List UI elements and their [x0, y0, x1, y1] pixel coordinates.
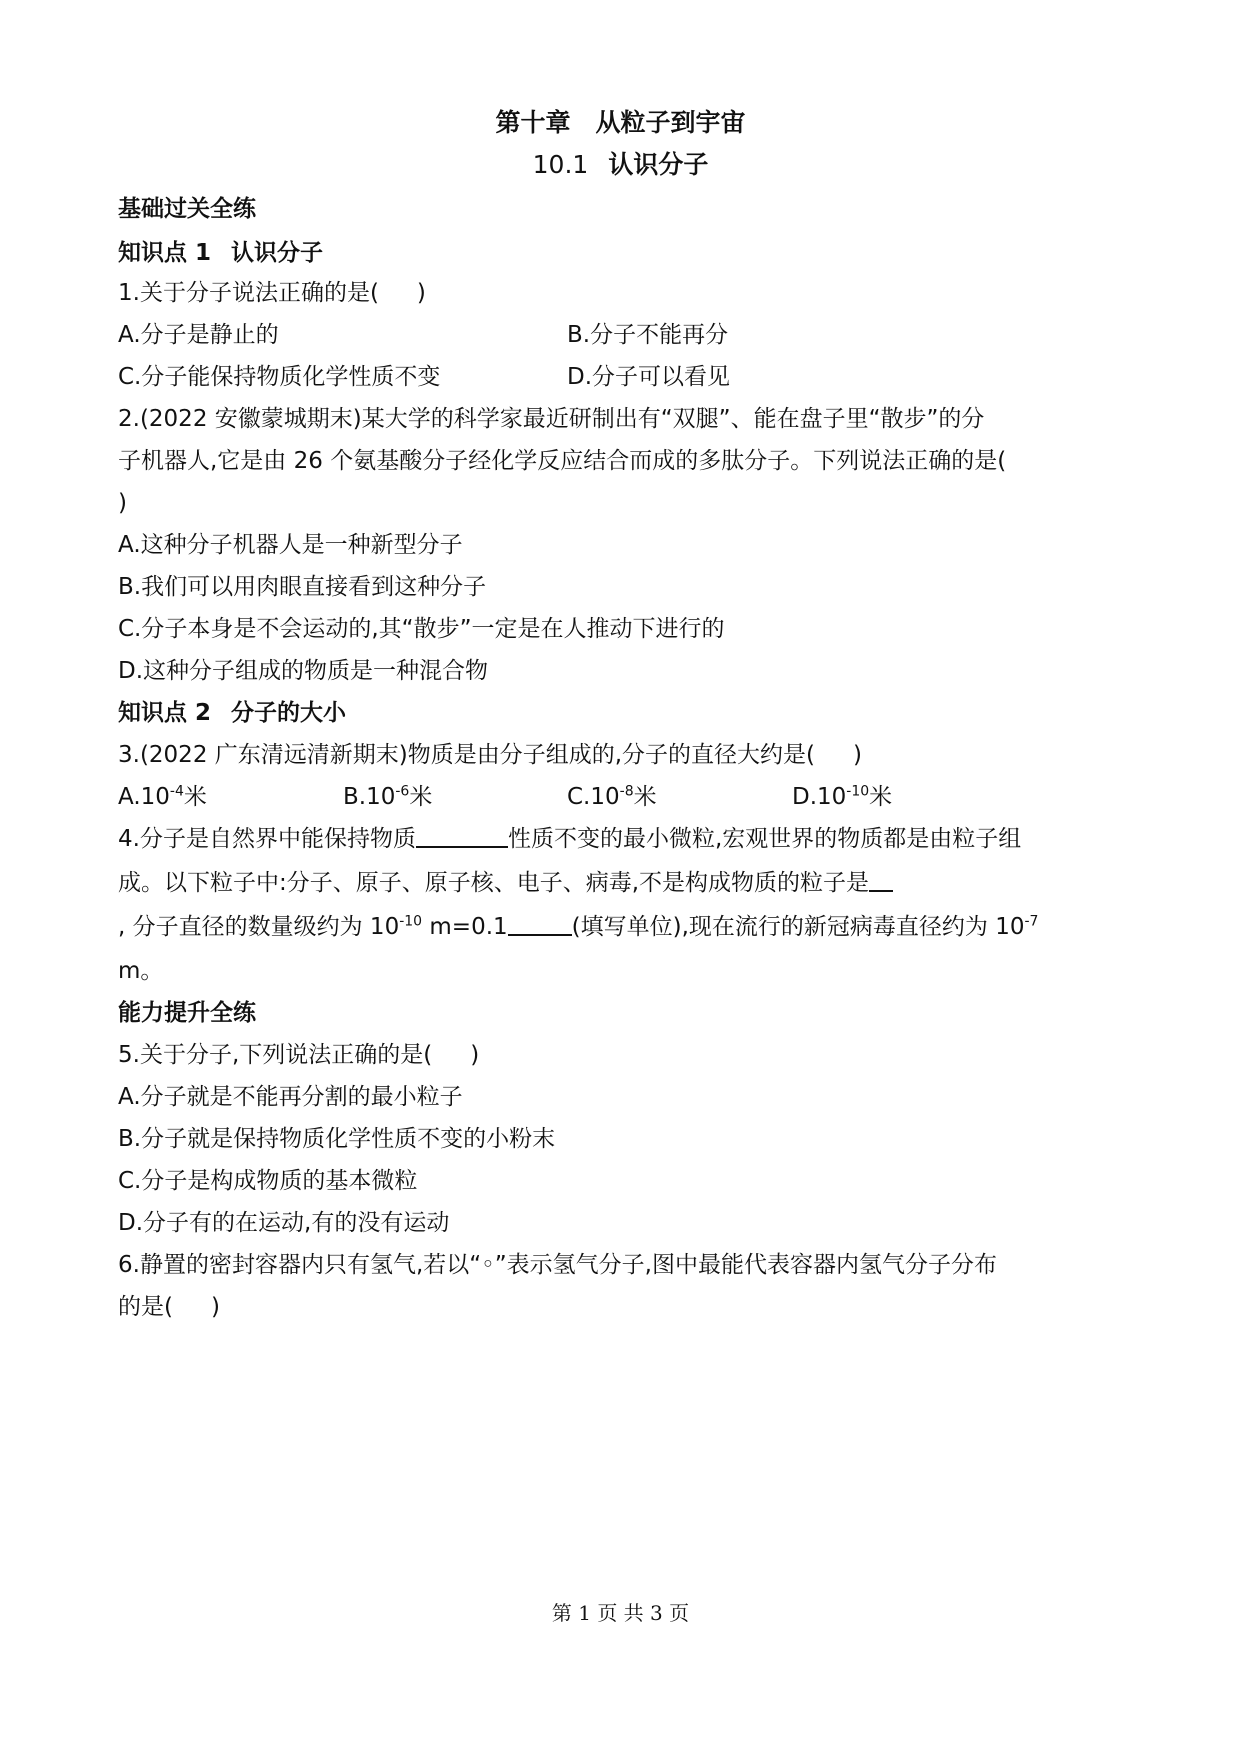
question-5-option-d: D.分子有的在运动,有的没有运动	[118, 1210, 450, 1236]
knowledge-point-2: 知识点 2 分子的大小	[118, 700, 347, 726]
answer-blank[interactable]	[416, 824, 508, 848]
question-5-stem: 5.关于分子,下列说法正确的是( )	[118, 1042, 480, 1068]
section-heading-basic: 基础过关全练	[118, 196, 256, 222]
answer-blank[interactable]	[869, 868, 893, 892]
question-2-line-3: )	[118, 490, 127, 516]
question-2-option-d: D.这种分子组成的物质是一种混合物	[118, 658, 489, 684]
question-5-option-a: A.分子就是不能再分割的最小粒子	[118, 1084, 463, 1110]
question-1-option-b: B.分子不能再分	[567, 322, 729, 348]
question-1-option-d: D.分子可以看见	[567, 364, 731, 390]
section-number: 10.1	[532, 150, 589, 179]
question-2-line-2: 子机器人,它是由 26 个氨基酸分子经化学反应结合而成的多肽分子。下列说法正确的是(	[118, 448, 1007, 474]
question-2-option-a: A.这种分子机器人是一种新型分子	[118, 532, 463, 558]
question-4-line-2: 成。以下粒子中:分子、原子、原子核、电子、病毒,不是构成物质的粒子是	[118, 868, 893, 898]
question-3-option-c: $C.10^{-8}$米	[567, 783, 657, 810]
question-2-option-c: C.分子本身是不会运动的,其“散步”一定是在人推动下进行的	[118, 616, 725, 642]
section-heading-advanced: 能力提升全练	[118, 1000, 256, 1026]
question-1-option-c: C.分子能保持物质化学性质不变	[118, 364, 441, 390]
question-1-option-a: A.分子是静止的	[118, 322, 279, 348]
question-4-line-1: 4.分子是自然界中能保持物质 性质不变的最小微粒,宏观世界的物质都是由粒子组	[118, 826, 1022, 852]
question-4-line-4: m。	[118, 958, 164, 984]
question-2-line-1: 2.(2022 安徽蒙城期末)某大学的科学家最近研制出有“双腿”、能在盘子里“散步”的分	[118, 406, 985, 432]
chapter-title: 第十章 从粒子到宇宙	[495, 108, 746, 137]
question-6-line-2: 的是( )	[118, 1294, 220, 1320]
question-3-option-d: $D.10^{-10}$米	[792, 783, 893, 810]
question-3-option-a: $A.10^{-4}$米	[118, 783, 207, 810]
page-footer: 第 1 页 共 3 页	[551, 1601, 690, 1625]
question-4-line-3: , 分子直径的数量级约为 $10^{-10}$ m=0.1 (填写单位),现在流行的新冠病毒直径约为 $10^{-7}$	[118, 913, 1039, 940]
question-1-stem: 1.关于分子说法正确的是( )	[118, 280, 426, 306]
question-5-option-c: C.分子是构成物质的基本微粒	[118, 1168, 418, 1194]
section-name: 认识分子	[608, 150, 709, 179]
question-3-stem: 3.(2022 广东清远清新期末)物质是由分子组成的,分子的直径大约是( )	[118, 742, 863, 768]
answer-blank[interactable]	[508, 912, 572, 936]
question-5-option-b: B.分子就是保持物质化学性质不变的小粉末	[118, 1126, 556, 1152]
question-3-option-b: $B.10^{-6}$米	[343, 783, 433, 810]
question-2-option-b: B.我们可以用肉眼直接看到这种分子	[118, 574, 487, 600]
section-title	[0, 150, 1241, 180]
knowledge-point-1: 知识点 1 认识分子	[118, 240, 324, 266]
question-6-line-1: 6.静置的密封容器内只有氢气,若以“◦”表示氢气分子,图中最能代表容器内氢气分子分布	[118, 1252, 997, 1278]
